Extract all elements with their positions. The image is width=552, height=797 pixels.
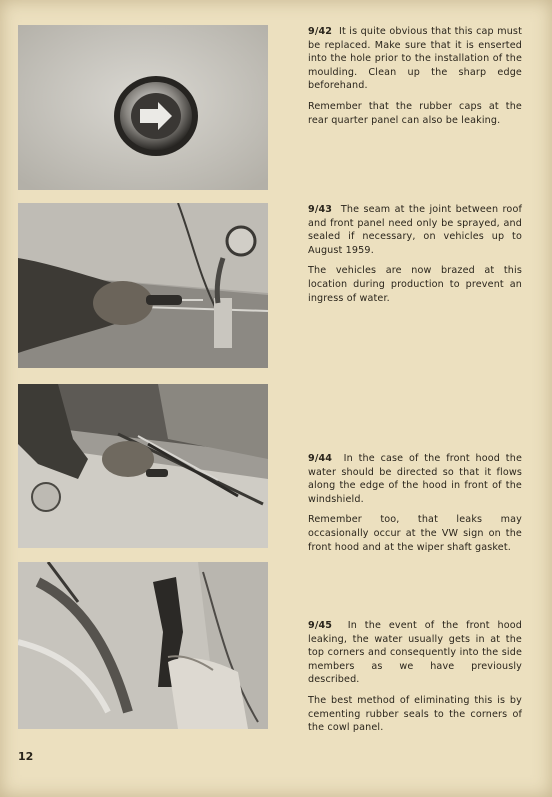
paragraph-text: Remember too, that leaks may occasionally occur at the VW sign on the front hood and at the wiper shaft gasket. bbox=[308, 514, 522, 553]
figure-number: 9/44 bbox=[308, 453, 333, 464]
photo-cowl-rubber-seal bbox=[18, 562, 268, 729]
paragraph-text: The vehicles are now brazed at this location during production to prevent an ingress of water. bbox=[308, 265, 522, 304]
paragraph bbox=[308, 203, 522, 257]
section-9-45 bbox=[308, 619, 522, 742]
figure-number: 9/43 bbox=[308, 204, 333, 215]
paragraph-text: It is quite obvious that this cap must be replaced. Make sure that it is enserted into the hole prior to the installation of the moulding. Clean up the sharp edge beforehand. bbox=[308, 26, 522, 92]
page-number: 12 bbox=[18, 750, 34, 763]
section-9-43 bbox=[308, 203, 522, 312]
paragraph bbox=[308, 452, 522, 506]
paragraph-text: The best method of eliminating this is by cementing rubber seals to the corners of the cowl panel. bbox=[308, 695, 522, 734]
paragraph-text: The seam at the joint between roof and front panel need only be sprayed, and sealed if necessary, on vehicles up to August 1959. bbox=[308, 204, 522, 256]
paragraph-text: In the case of the front hood the water should be directed so that it flows along the edge of the hood in front of the windshield. bbox=[308, 453, 522, 505]
photo-roof-seam-sealing bbox=[18, 203, 268, 368]
paragraph-text: Remember that the rubber caps at the rear quarter panel can also be leaking. bbox=[308, 101, 522, 126]
paragraph-text: In the event of the front hood leaking, the water usually gets in at the top corners and consequently into the side members as we have previously described. bbox=[308, 620, 522, 686]
photo-front-hood bbox=[18, 384, 268, 548]
figure-number: 9/45 bbox=[308, 620, 333, 631]
figure-number: 9/42 bbox=[308, 26, 333, 37]
section-9-44 bbox=[308, 452, 522, 561]
paragraph bbox=[308, 25, 522, 93]
photo-rubber-cap bbox=[18, 25, 268, 190]
section-9-42 bbox=[308, 25, 522, 134]
paragraph bbox=[308, 619, 522, 687]
